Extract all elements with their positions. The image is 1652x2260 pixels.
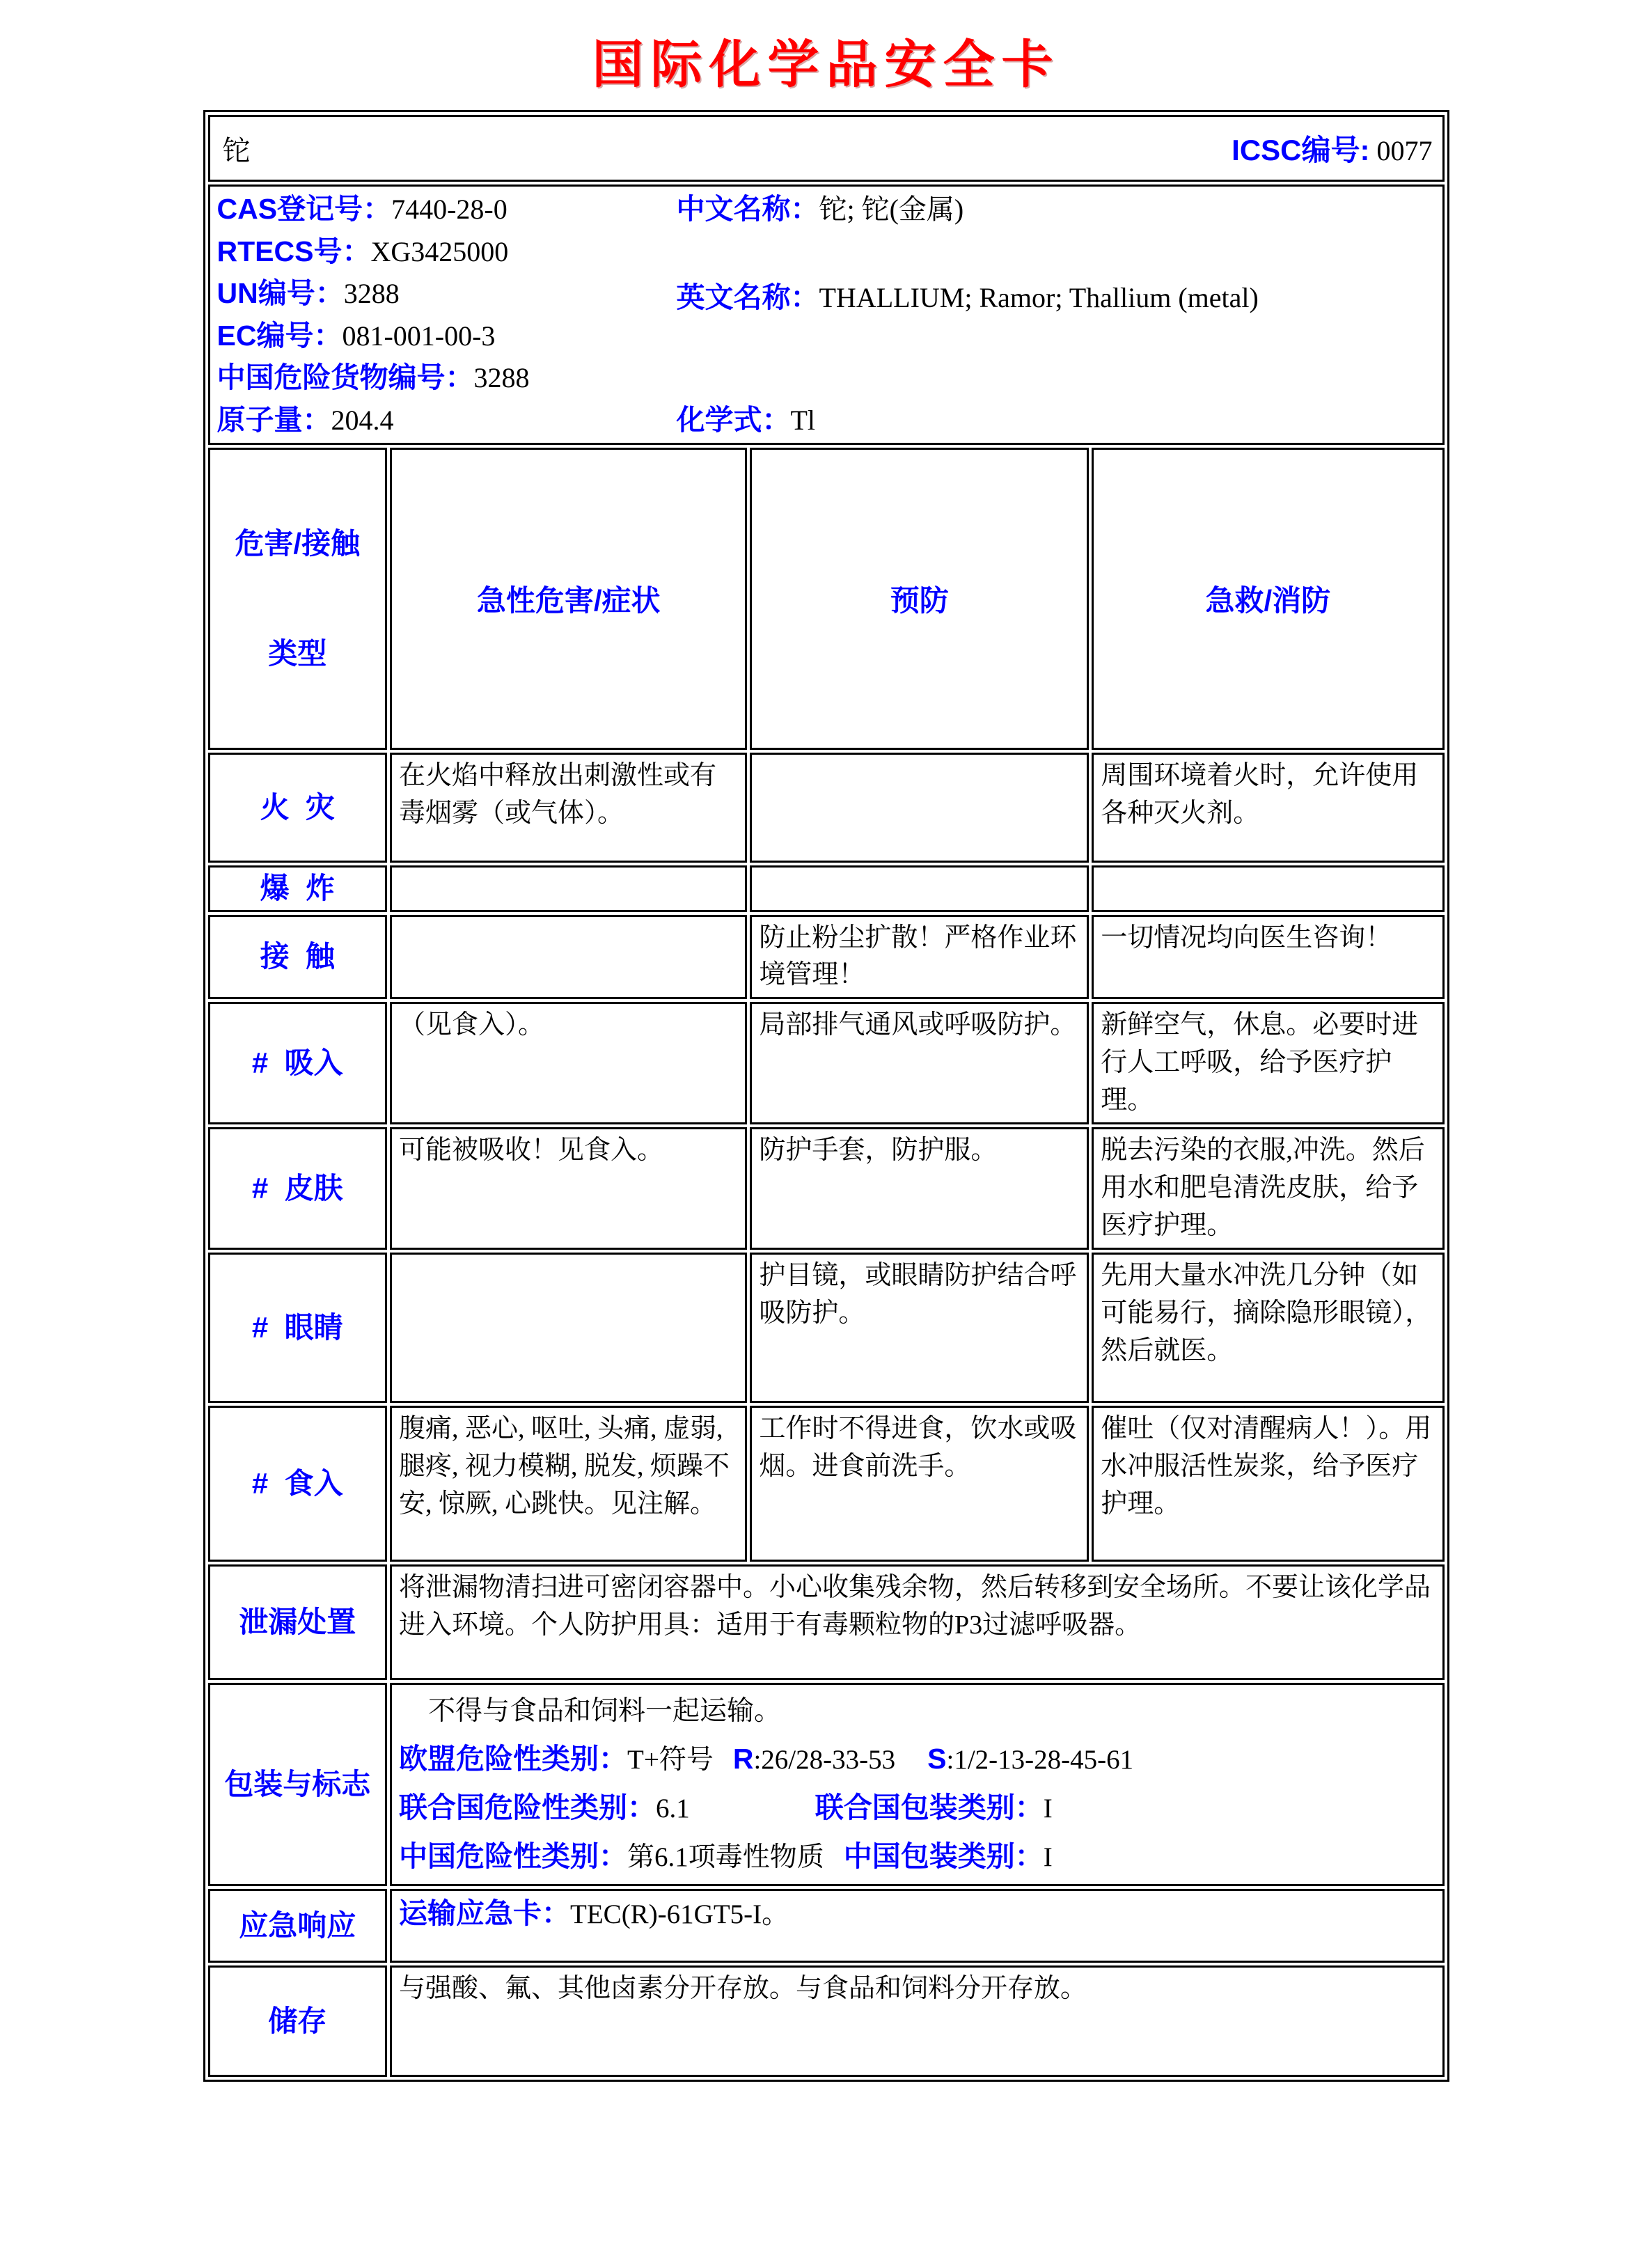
chinese-name-value: 铊; 铊(金属) [819, 194, 964, 225]
explosion-label: 爆 炸 [208, 865, 388, 912]
inhalation-prevention: 局部排气通风或呼吸防护。 [750, 1002, 1089, 1124]
un-hazard-class-value: 6.1 [656, 1794, 690, 1824]
skin-prevention: 防护手套，防护服。 [750, 1127, 1089, 1250]
chinese-name-label: 中文名称： [676, 193, 819, 225]
un-packing-group-value: I [1043, 1794, 1053, 1824]
emergency-response-cell [390, 1889, 1444, 1963]
exposure-aid: 一切情况均向医生咨询！ [1092, 915, 1444, 1000]
cas-number-label: CAS登记号： [217, 193, 392, 225]
transport-note: 不得与食品和饲料一起运输。 [428, 1696, 782, 1727]
skin-label: # 皮肤 [208, 1127, 388, 1250]
cn-class-line [399, 1833, 1435, 1881]
explosion-aid [1092, 865, 1444, 912]
packaging-labelling-cell [390, 1683, 1444, 1886]
explosion-row [208, 865, 1445, 912]
ingestion-symptoms: 腹痛, 恶心, 呕吐, 头痛, 虚弱, 腿疼, 视力模糊, 脱发, 烦躁不安, 惊厥, 心跳快。见注解。 [390, 1406, 747, 1562]
exposure-symptoms [390, 915, 747, 1000]
ec-number-value: 081-001-00-3 [342, 320, 496, 352]
eyes-symptoms [390, 1253, 747, 1403]
substance-header-row [208, 115, 1445, 182]
storage-label: 储存 [208, 1965, 388, 2077]
icsc-number-value [1370, 135, 1433, 166]
rtecs-number-label: RTECS号： [217, 235, 371, 267]
skin-row [208, 1127, 1445, 1250]
icsc-number-label: ICSC编号: [1232, 134, 1370, 166]
hazard-type-header-line2: 类型 [268, 636, 327, 670]
rtecs-number-line [217, 232, 677, 272]
s-phrases-value: :1/2-13-28-45-61 [946, 1745, 1134, 1775]
cn-packing-group-label: 中国包装类别： [843, 1840, 1044, 1873]
fire-symptoms: 在火焰中释放出刺激性或有毒烟雾（或气体）。 [390, 753, 747, 863]
ingestion-row [208, 1406, 1445, 1562]
cn-packing-group-value: I [1043, 1842, 1053, 1873]
skin-symptoms: 可能被吸收！见食入。 [390, 1127, 747, 1250]
substance-header-cell [208, 115, 1445, 182]
inhalation-row [208, 1002, 1445, 1124]
r-phrases-label: R [732, 1743, 754, 1775]
exposure-label: 接 触 [208, 915, 388, 1000]
english-name-line [677, 278, 1435, 317]
eyes-prevention: 护目镜，或眼睛防护结合呼吸防护。 [750, 1253, 1089, 1403]
identifiers-block [217, 189, 1435, 440]
safety-card-table [203, 110, 1449, 2082]
transport-emergency-card-line [399, 1894, 1435, 1934]
atomic-weight-label: 原子量： [217, 403, 331, 436]
cn-dangerous-goods-label: 中国危险货物编号： [217, 361, 474, 394]
chemical-formula-label: 化学式： [676, 404, 791, 436]
hazard-type-header-cell [208, 448, 388, 750]
eu-hazard-class-label: 欧盟危险性类别： [399, 1743, 628, 1775]
storage-row [208, 1965, 1445, 2077]
page-title: 国际化学品安全卡 [592, 36, 1060, 93]
eu-hazard-class-value: T+符号 [627, 1745, 714, 1775]
fire-row [208, 753, 1445, 863]
inhalation-aid: 新鲜空气，休息。必要时进行人工呼吸，给予医疗护理。 [1092, 1002, 1444, 1124]
fire-prevention [750, 753, 1089, 863]
identifiers-right-column [677, 189, 1435, 440]
hazard-header-row [208, 448, 1445, 750]
atomic-weight-value: 204.4 [331, 404, 394, 436]
symptoms-header-cell: 急性危害/症状 [390, 448, 747, 750]
skin-aid: 脱去污染的衣服,冲洗。然后用水和肥皂清洗皮肤，给予医疗护理。 [1092, 1127, 1444, 1250]
explosion-symptoms [390, 865, 747, 912]
eyes-row [208, 1253, 1445, 1403]
chemical-formula-line [677, 400, 1435, 440]
chinese-name-line [677, 189, 1435, 229]
exposure-prevention: 防止粉尘扩散！严格作业环境管理！ [750, 915, 1089, 1000]
cas-number-line [217, 189, 677, 229]
inhalation-symptoms: （见食入）。 [390, 1002, 747, 1124]
explosion-prevention [750, 865, 1089, 912]
english-name-label: 英文名称： [676, 281, 819, 313]
un-hazard-class-label: 联合国危险性类别： [399, 1791, 656, 1824]
transport-emergency-card-label: 运输应急卡： [399, 1897, 571, 1930]
cas-number-value: 7440-28-0 [391, 194, 508, 225]
emergency-response-label: 应急响应 [208, 1889, 388, 1963]
substance-name: 铊 [222, 134, 251, 166]
fire-label: 火 灾 [208, 753, 388, 863]
identifiers-left-column [217, 189, 677, 440]
fire-aid: 周围环境着火时，允许使用各种灭火剂。 [1092, 753, 1444, 863]
prevention-header-cell: 预防 [750, 448, 1089, 750]
ec-number-label: EC编号： [217, 319, 343, 352]
icsc-safety-card-page [0, 24, 1652, 2260]
chemical-formula-value: Tl [790, 405, 816, 436]
storage-text: 与强酸、氟、其他卤素分开存放。与食品和饲料分开存放。 [390, 1965, 1444, 2077]
substance-header [217, 127, 1435, 169]
cn-hazard-class-label: 中国危险性类别： [399, 1840, 628, 1873]
first-aid-header-cell: 急救/消防 [1092, 448, 1444, 750]
packaging-labelling-row [208, 1683, 1445, 1886]
s-phrases-label: S [927, 1743, 947, 1775]
cn-hazard-class-value: 第6.1项毒性物质 [627, 1842, 824, 1873]
eu-hazard-class-line [399, 1735, 1435, 1784]
ingestion-aid: 催吐（仅对清醒病人！）。用水冲服活性炭浆，给予医疗护理。 [1092, 1406, 1444, 1562]
cn-dangerous-goods-value: 3288 [473, 362, 530, 394]
packaging-labelling-label: 包装与标志 [208, 1683, 388, 1886]
icsc-number-digits: 0077 [1376, 135, 1433, 166]
exposure-row [208, 915, 1445, 1000]
un-number-label: UN编号： [217, 277, 344, 310]
emergency-response-row [208, 1889, 1445, 1963]
rtecs-number-value: XG3425000 [370, 235, 509, 267]
cn-dangerous-goods-line [217, 358, 677, 398]
ingestion-label: # 食入 [208, 1406, 388, 1562]
spill-disposal-row [208, 1564, 1445, 1680]
un-packing-group-label: 联合国包装类别： [815, 1791, 1044, 1824]
spill-disposal-text: 将泄漏物清扫进可密闭容器中。小心收集残余物，然后转移到安全场所。不要让该化学品进入环境。个人防护用具：适用于有毒颗粒物的P3过滤呼吸器。 [390, 1564, 1444, 1680]
icsc-number [1232, 127, 1435, 169]
un-number-value: 3288 [343, 278, 400, 310]
inhalation-label: # 吸入 [208, 1002, 388, 1124]
transport-emergency-card-value: TEC(R)-61GT5-I。 [570, 1899, 789, 1930]
english-name-value: THALLIUM; Ramor; Thallium (metal) [819, 282, 1259, 313]
hazard-type-header-line1: 危害/接触 [235, 527, 361, 560]
atomic-weight-line [217, 400, 677, 440]
ec-number-line [217, 316, 677, 356]
eyes-label: # 眼睛 [208, 1253, 388, 1403]
spill-disposal-label: 泄漏处置 [208, 1564, 388, 1680]
eyes-aid: 先用大量水冲洗几分钟（如可能易行，摘除隐形眼镜），然后就医。 [1092, 1253, 1444, 1403]
ingestion-prevention: 工作时不得进食，饮水或吸烟。进食前洗手。 [750, 1406, 1089, 1562]
r-phrases-value: :26/28-33-53 [753, 1745, 896, 1775]
identifiers-row [208, 185, 1445, 445]
un-number-line [217, 274, 677, 313]
un-class-line [399, 1784, 1435, 1833]
identifiers-cell [208, 185, 1445, 445]
